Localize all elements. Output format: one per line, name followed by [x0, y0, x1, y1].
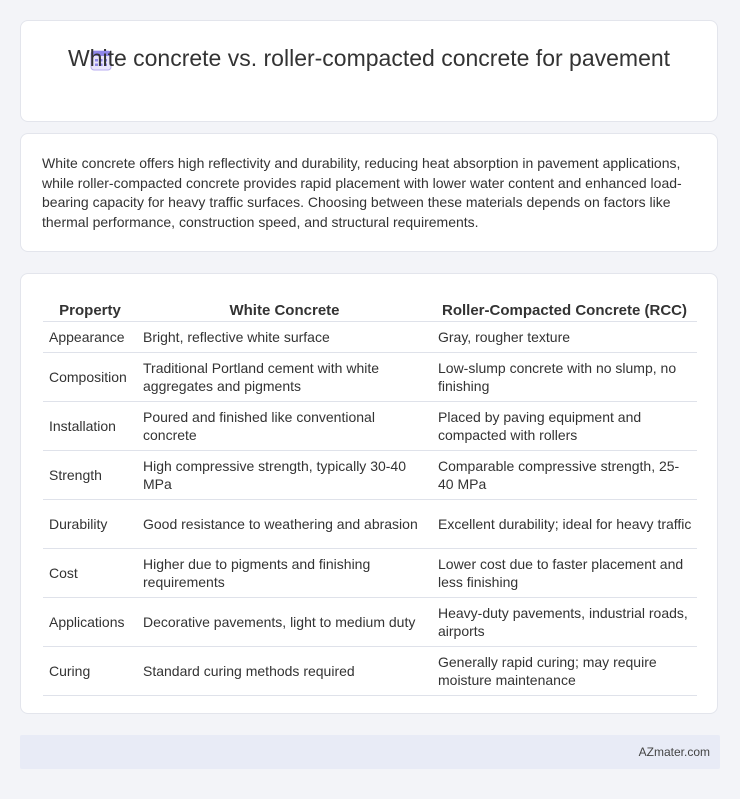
table-row — [43, 500, 697, 549]
title-card — [20, 20, 718, 122]
header-property: Property — [43, 293, 137, 322]
page-title: White concrete vs. roller-compacted concrete for pavement — [67, 45, 671, 71]
header-rcc: Roller-Compacted Concrete (RCC) — [432, 293, 697, 322]
row-white-concrete: Good resistance to weathering and abrasion — [137, 500, 432, 549]
table-row — [43, 402, 697, 451]
row-property: Installation — [43, 402, 137, 451]
footer-site[interactable]: AZmater.com — [638, 745, 710, 759]
row-rcc: Generally rapid curing; may require moisture maintenance — [432, 647, 697, 696]
table-row — [43, 549, 697, 598]
row-property: Cost — [43, 549, 137, 598]
table-row — [43, 322, 697, 353]
row-property: Curing — [43, 647, 137, 696]
table-row — [43, 451, 697, 500]
row-white-concrete: Traditional Portland cement with white aggregates and pigments — [137, 353, 432, 402]
row-rcc: Lower cost due to faster placement and less finishing — [432, 549, 697, 598]
row-white-concrete: Bright, reflective white surface — [137, 322, 432, 353]
table-row — [43, 353, 697, 402]
row-property: Strength — [43, 451, 137, 500]
table-row — [43, 647, 697, 696]
row-property: Composition — [43, 353, 137, 402]
footer-bar — [20, 735, 720, 769]
row-property: Durability — [43, 500, 137, 549]
row-white-concrete: High compressive strength, typically 30-40 MPa — [137, 451, 432, 500]
table-row — [43, 598, 697, 647]
comparison-table — [43, 293, 697, 696]
row-rcc: Low-slump concrete with no slump, no finishing — [432, 353, 697, 402]
header-white-concrete: White Concrete — [137, 293, 432, 322]
row-property: Applications — [43, 598, 137, 647]
comparison-card — [20, 273, 718, 714]
row-rcc: Gray, rougher texture — [432, 322, 697, 353]
summary-card — [20, 133, 718, 252]
row-rcc: Excellent durability; ideal for heavy traffic — [432, 500, 697, 549]
row-rcc: Placed by paving equipment and compacted with rollers — [432, 402, 697, 451]
summary-text: White concrete offers high reflectivity and durability, reducing heat absorption in pavement applications, while roller-compacted concrete provides rapid placement with lower water content and enhanced load-bearing capacity for heavy traffic surfaces. Choosing between these materials depends on factors like thermal performance, construction speed, and structural requirements. — [42, 155, 682, 230]
row-white-concrete: Decorative pavements, light to medium duty — [137, 598, 432, 647]
row-white-concrete: Higher due to pigments and finishing requirements — [137, 549, 432, 598]
row-white-concrete: Poured and finished like conventional concrete — [137, 402, 432, 451]
row-property: Appearance — [43, 322, 137, 353]
row-white-concrete: Standard curing methods required — [137, 647, 432, 696]
table-header-row — [43, 293, 697, 322]
row-rcc: Comparable compressive strength, 25-40 MPa — [432, 451, 697, 500]
row-rcc: Heavy-duty pavements, industrial roads, airports — [432, 598, 697, 647]
